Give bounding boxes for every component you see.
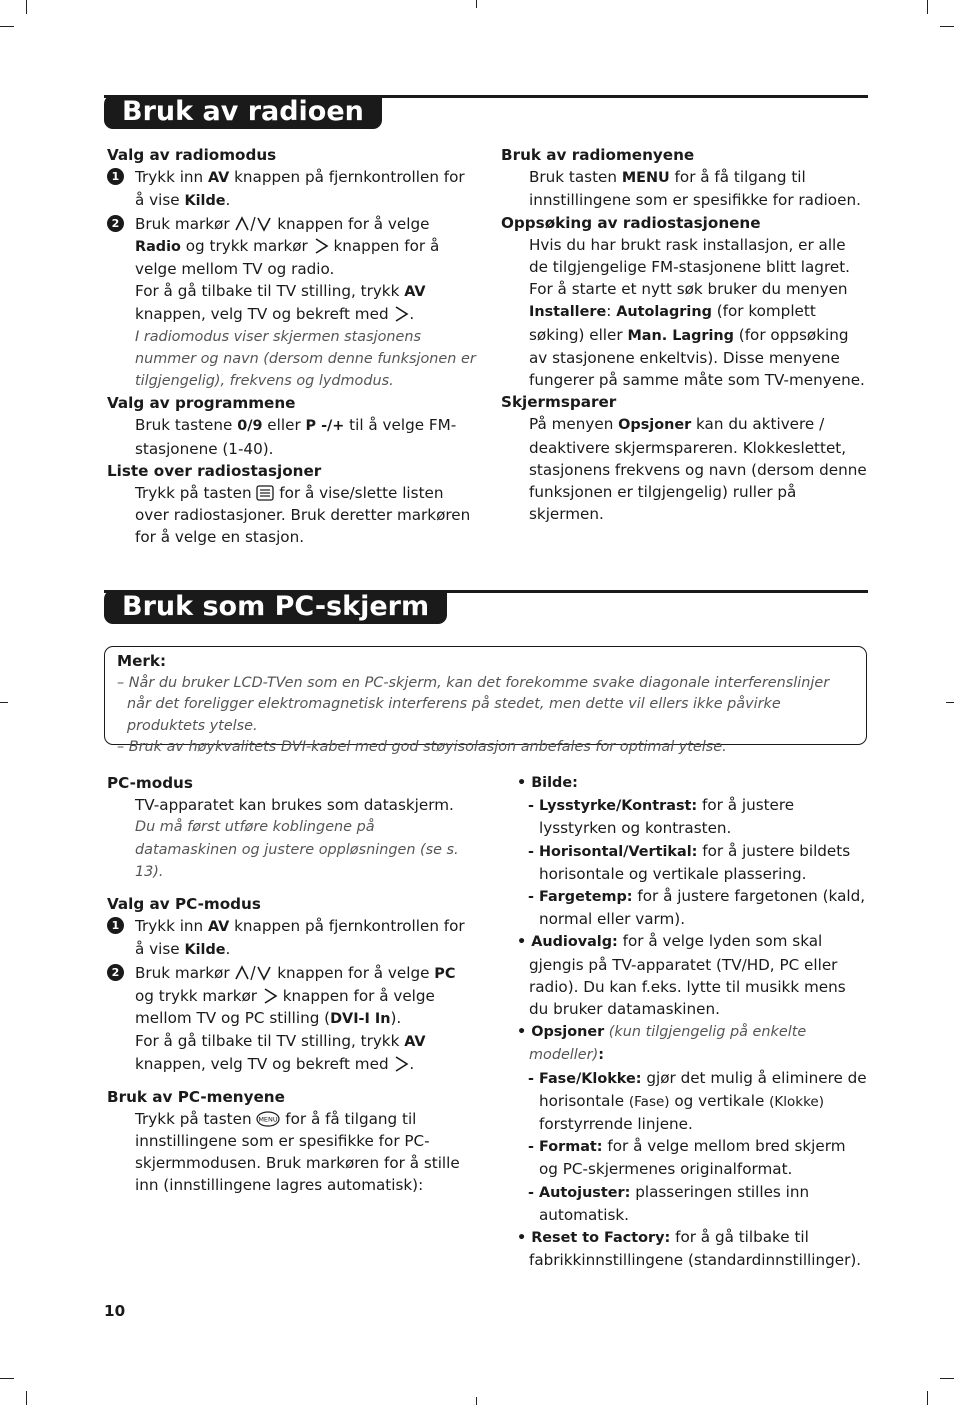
heading-station-list: Liste over radiostasjoner (107, 461, 322, 480)
heading-pc-menus: Bruk av PC-menyene (107, 1087, 285, 1106)
item-autoadjust: - Autojuster: plasseringen stilles inn automatisk. (528, 1182, 810, 1224)
crop-mark (946, 702, 954, 703)
crop-mark (0, 702, 8, 703)
cursor-up-down-icon (234, 965, 272, 981)
item-brightness-contrast: - Lysstyrke/Kontrast: for å justere lysstyrken og kontrasten. (528, 796, 795, 838)
crop-mark (940, 26, 954, 27)
item-phase-clock: - Fase/Klokke: gjør det mulig å eliminere de horisontale (Fase) og vertikale (Klokke) forstyrrende linjene. (528, 1068, 867, 1134)
heading-station-search: Oppsøking av radiostasjonene (501, 213, 761, 232)
cursor-right-icon (262, 988, 278, 1004)
bullet-options: • Opsjoner (kun tilgjengelig på enkelte modeller): (517, 1024, 807, 1064)
programmes-text: Bruk tastene 0/9 eller P -/+ til å velge FM-stasjonene (1-40). (135, 416, 457, 458)
pc-mode-note: Du må først utføre koblingene på datamaskinen og justere oppløsningen (se s. 13). (135, 819, 459, 880)
pc-left-column (107, 772, 477, 1197)
step-2-back: For å gå tilbake til TV stilling, trykk AV knappen, velg TV og bekreft med . (135, 1032, 426, 1074)
cursor-right-icon (393, 306, 409, 322)
heading-radio-menus: Bruk av radiomenyene (501, 146, 695, 164)
screensaver-text: På menyen Opsjoner kan du aktivere / deaktivere skjermsparеren. Klokkeslettet, stasjonens frekvens og navn (dersom denne funksjonen er tilgjengelig) ruller på skjermen. (529, 415, 867, 524)
step-1: 1 Trykk inn AV knappen på fjernkontrollen for å vise Kilde. (107, 166, 477, 212)
crop-mark (26, 1391, 27, 1405)
crop-mark (476, 0, 477, 8)
crop-mark (940, 1378, 954, 1379)
bullet-picture: • Bilde: (517, 775, 578, 791)
crop-mark (0, 1378, 14, 1379)
step-2: 2 Bruk markør knappen for å velge PC og trykk markør knappen for å velge mellom TV og PC stilling (DVI-I In). (107, 962, 477, 1031)
crop-mark (26, 0, 27, 14)
crop-mark (927, 0, 928, 14)
section-title-radio: Bruk av radioen (104, 95, 382, 129)
heading-screensaver: Skjermsparer (501, 393, 617, 412)
cursor-up-down-icon (234, 216, 272, 232)
radio-menus-text: Bruk tasten MENU for å få tilgang til innstillingene som er spesifikke for radioen. (529, 168, 861, 210)
radio-mode-note: I radiomodus viser skjermen stasjonens nummer og navn (dersom denne funksjonen er tilgjengelig), frekvens og lydmodus. (135, 328, 476, 390)
page-number: 10 (104, 1302, 126, 1320)
heading-radio-mode: Valg av radiomodus (107, 146, 277, 164)
heading-pc-mode: PC-modus (107, 774, 193, 792)
section-title-pc: Bruk som PC-skjerm (104, 590, 447, 624)
crop-mark (476, 1397, 477, 1405)
step-1: 1 Trykk inn AV knappen på fjernkontrollen for å vise Kilde. (107, 915, 477, 961)
heading-programmes: Valg av programmene (107, 394, 296, 413)
step-number: 1 (107, 168, 124, 185)
item-format: - Format: for å velge mellom bred skjerm og PC-skjermenes originalformat. (528, 1137, 846, 1179)
note-title: Merk: (117, 652, 167, 670)
note-box (104, 646, 867, 755)
step-number: 1 (107, 917, 124, 934)
step-2-back: For å gå tilbake til TV stilling, trykk AV knappen, velg TV og bekreft med . (135, 282, 426, 324)
note-line: – Bruk av høykvalitets DVI-kabel med god støyisolasjon anbefales for optimal ytelse. (117, 739, 727, 755)
cursor-right-icon (313, 238, 329, 254)
bullet-audio: • Audiovalg: for å velge lyden som skal gjengis på TV-apparatet (TV/HD, PC eller radio). Du kan f.eks. lytte til musikk mens du bruker datamaskinen. (517, 932, 846, 1019)
item-colour-temp: - Fargetemp: for å justere fargetonen (kald, normal eller varm). (528, 887, 866, 929)
menu-key-icon (256, 1111, 280, 1127)
pc-right-column (517, 772, 867, 1271)
step-number: 2 (107, 215, 124, 232)
heading-select-pc-mode: Valg av PC-modus (107, 895, 261, 914)
crop-mark (0, 26, 14, 27)
list-key-icon (256, 485, 274, 501)
pc-menus-text: Trykk på tasten MENU for å få tilgang til innstillingene som er spesifikke for PC-skjermmodusen. Bruk markøren for å stille inn (innstillingene lagres automatisk): (135, 1109, 460, 1195)
step-2: 2 Bruk markør knappen for å velge Radio og trykk markør knappen for å velge mellom TV og radio. (107, 213, 477, 281)
note-line: – Når du bruker LCD-TVen som en PC-skjerm, kan det forekomme svake diagonale interferenslinjer når det foreligger elektromagnetisk interferens på stedet, men dette vil ellers ikke påvirke produktets ytelse. (117, 674, 830, 734)
menu-key-label: MENU (258, 1115, 279, 1124)
bullet-reset: • Reset to Factory: for å gå tilbake til fabrikkinnstillingene (standardinnstillinger). (517, 1228, 862, 1270)
step-number: 2 (107, 964, 124, 981)
radio-left-column (107, 144, 477, 549)
station-list-text: Trykk på tasten for å vise/slette listen over radiostasjoner. Bruk deretter markøren for å velge en stasjon. (135, 484, 471, 547)
radio-right-column (501, 144, 867, 525)
station-search-text: Hvis du har brukt rask installasjon, er alle de tilgjengelige FM-stasjonene blitt lagret. For å starte et nytt søk bruker du menyen Installere: Autolagring (for komplett søking) eller Man. Lagring (for oppsøking av stasjonene enkeltvis). Disse menyene fungerer på samme måte som TV-menyene. (529, 235, 865, 390)
crop-mark (927, 1391, 928, 1405)
item-horizontal-vertical: - Horisontal/Vertikal: for å justere bildets horisontale og vertikale plassering. (528, 841, 851, 883)
pc-mode-text: TV-apparatet kan brukes som dataskjerm. (135, 796, 454, 815)
cursor-right-icon (393, 1056, 409, 1072)
